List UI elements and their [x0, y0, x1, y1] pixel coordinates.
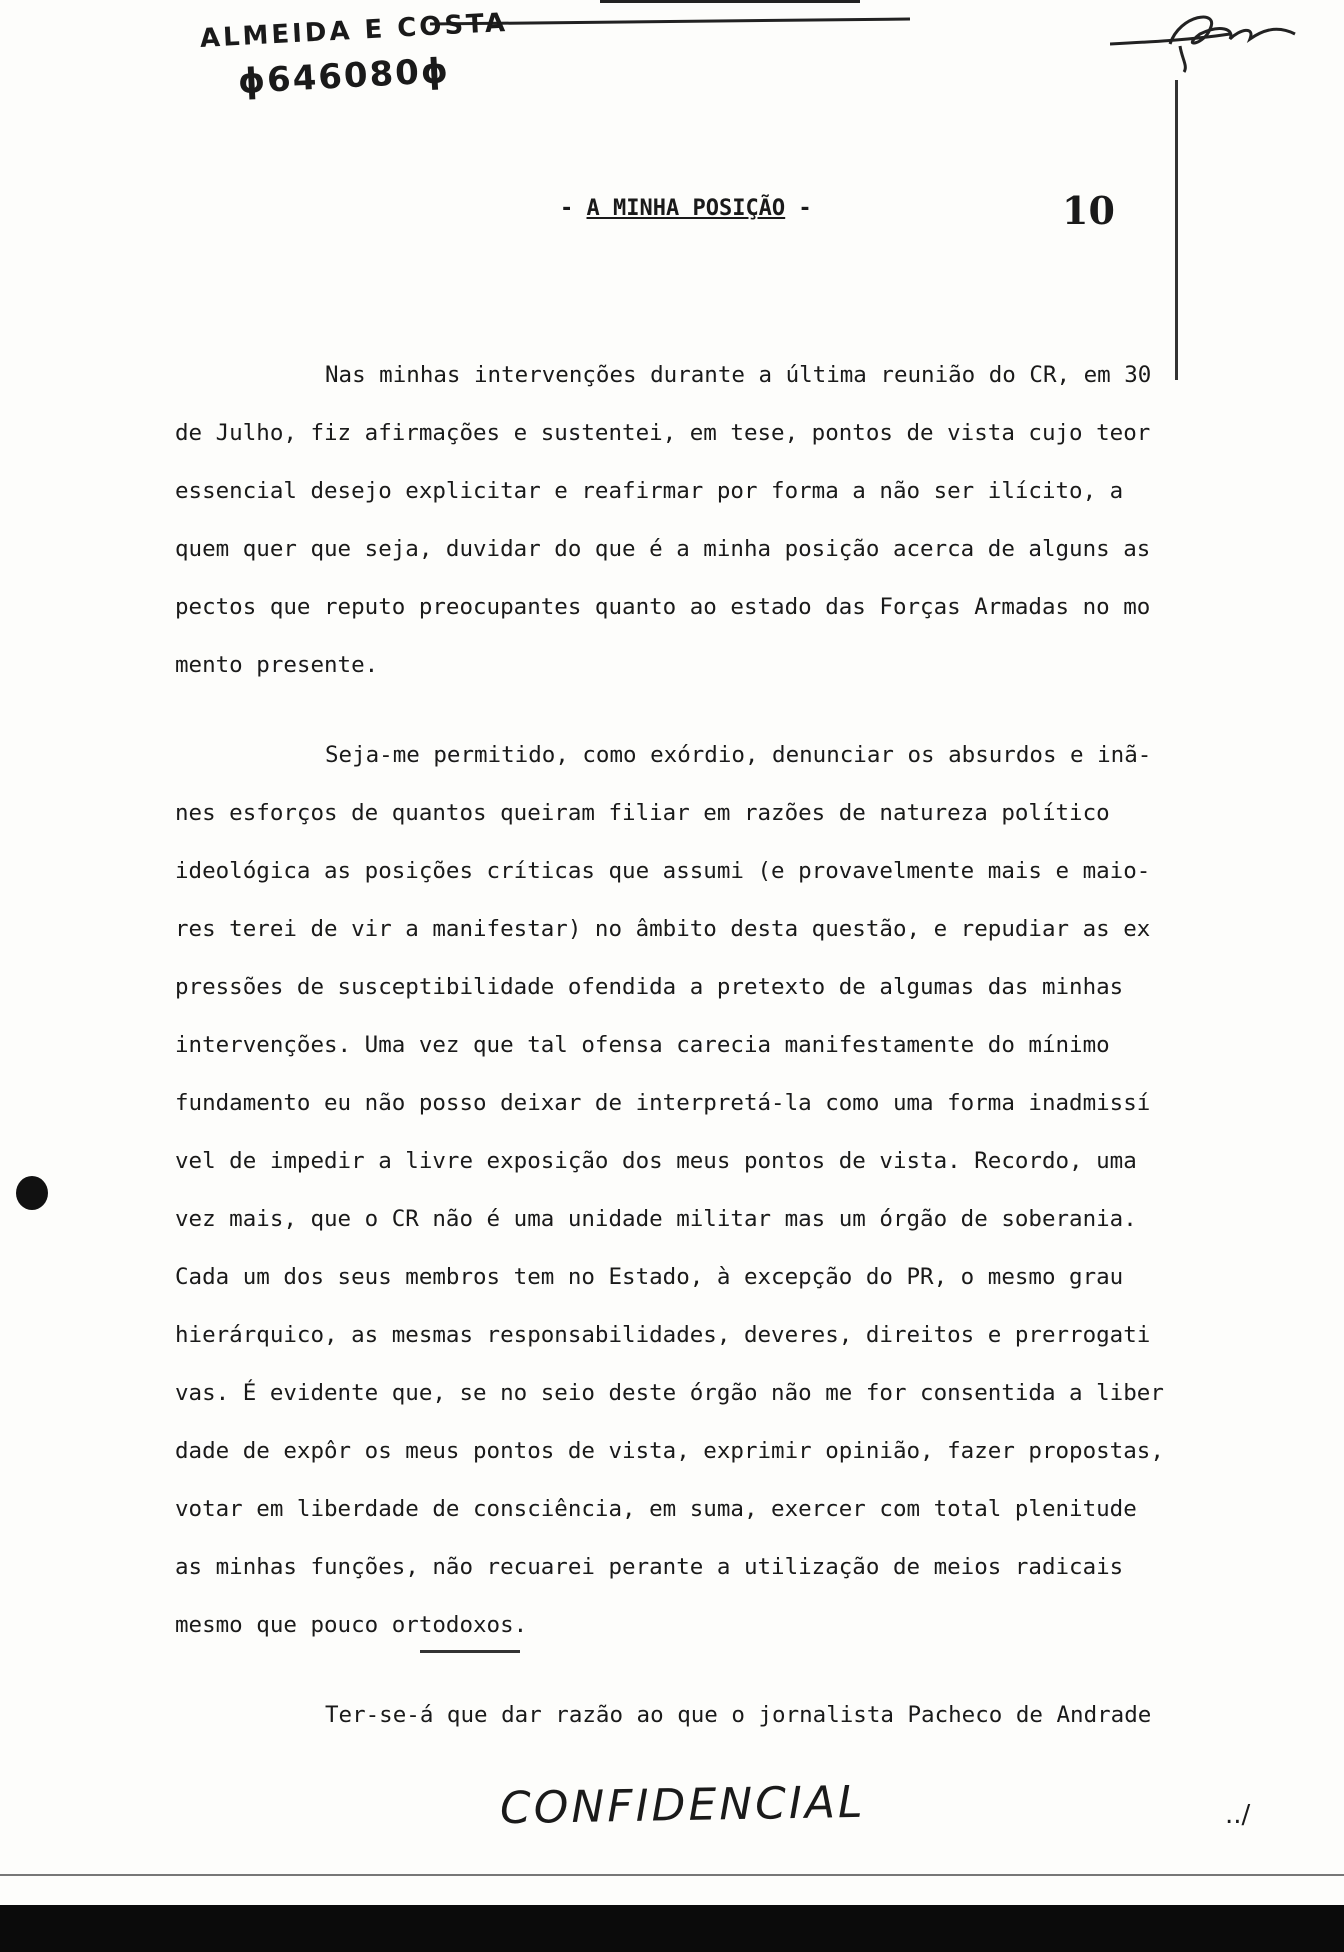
text-line: fundamento eu não posso deixar de interpretá-la como uma forma inadmissí: [175, 1090, 1151, 1116]
paragraph-3: [175, 1686, 1280, 1744]
text-line: Ter-se-á que dar razão ao que o jornalista Pacheco de Andrade: [325, 1702, 1152, 1728]
margin-line: [1175, 80, 1178, 380]
confidential-stamp: CONFIDENCIAL: [499, 1776, 866, 1835]
text-line: mento presente.: [175, 652, 379, 678]
text-line: Cada um dos seus membros tem no Estado, à excepção do PR, o mesmo grau: [175, 1264, 1124, 1290]
text-line: as minhas funções, não recuarei perante a utilização de meios radicais: [175, 1554, 1124, 1580]
handwritten-number: ɸ646080ɸ: [236, 50, 451, 102]
page-title: [560, 196, 812, 221]
text-line: essencial desejo explicitar e reafirmar por forma a não ser ilícito, a: [175, 478, 1124, 504]
paragraph-1: [175, 346, 1280, 694]
text-line: res terei de vir a manifestar) no âmbito desta questão, e repudiar as ex: [175, 916, 1151, 942]
section-divider: [420, 1650, 520, 1653]
text-line: vel de impedir a livre exposição dos meus pontos de vista. Recordo, uma: [175, 1148, 1137, 1174]
continuation-mark: ../: [1225, 1800, 1251, 1830]
title-text: A MINHA POSIÇÃO: [586, 196, 786, 221]
text-line: de Julho, fiz afirmações e sustentei, em tese, pontos de vista cujo teor: [175, 420, 1151, 446]
handwritten-name: ALMEIDA E COSTA: [199, 7, 509, 54]
text-line: dade de expôr os meus pontos de vista, exprimir opinião, fazer propostas,: [175, 1438, 1164, 1464]
text-line: pectos que reputo preocupantes quanto ao estado das Forças Armadas no mo: [175, 594, 1151, 620]
text-line: vez mais, que o CR não é uma unidade militar mas um órgão de soberania.: [175, 1206, 1137, 1232]
page-number: 10: [1062, 188, 1115, 233]
text-line: mesmo que pouco ortodoxos.: [175, 1612, 528, 1638]
title-prefix: -: [560, 196, 587, 221]
text-line: Nas minhas intervenções durante a última reunião do CR, em 30: [325, 362, 1152, 388]
scan-bottom-edge: [0, 1905, 1344, 1952]
text-line: quem quer que seja, duvidar do que é a minha posição acerca de alguns as: [175, 536, 1151, 562]
punch-hole: [16, 1176, 48, 1210]
text-line: intervenções. Uma vez que tal ofensa carecia manifestamente do mínimo: [175, 1032, 1110, 1058]
text-line: nes esforços de quantos queiram filiar em razões de natureza político: [175, 800, 1110, 826]
bottom-rule: [0, 1874, 1344, 1876]
paragraph-2: [175, 726, 1280, 1654]
signature-icon: [1110, 4, 1300, 74]
text-line: Seja-me permitido, como exórdio, denunciar os absurdos e inã-: [325, 742, 1152, 768]
text-line: hierárquico, as mesmas responsabilidades, deveres, direitos e prerrogati: [175, 1322, 1151, 1348]
top-rule: [600, 0, 860, 3]
text-line: votar em liberdade de consciência, em suma, exercer com total plenitude: [175, 1496, 1137, 1522]
text-line: pressões de susceptibilidade ofendida a pretexto de algumas das minhas: [175, 974, 1124, 1000]
text-line: vas. É evidente que, se no seio deste órgão não me for consentida a liber: [175, 1380, 1164, 1406]
title-suffix: -: [785, 196, 812, 221]
text-line: ideológica as posições críticas que assumi (e provavelmente mais e maio-: [175, 858, 1151, 884]
